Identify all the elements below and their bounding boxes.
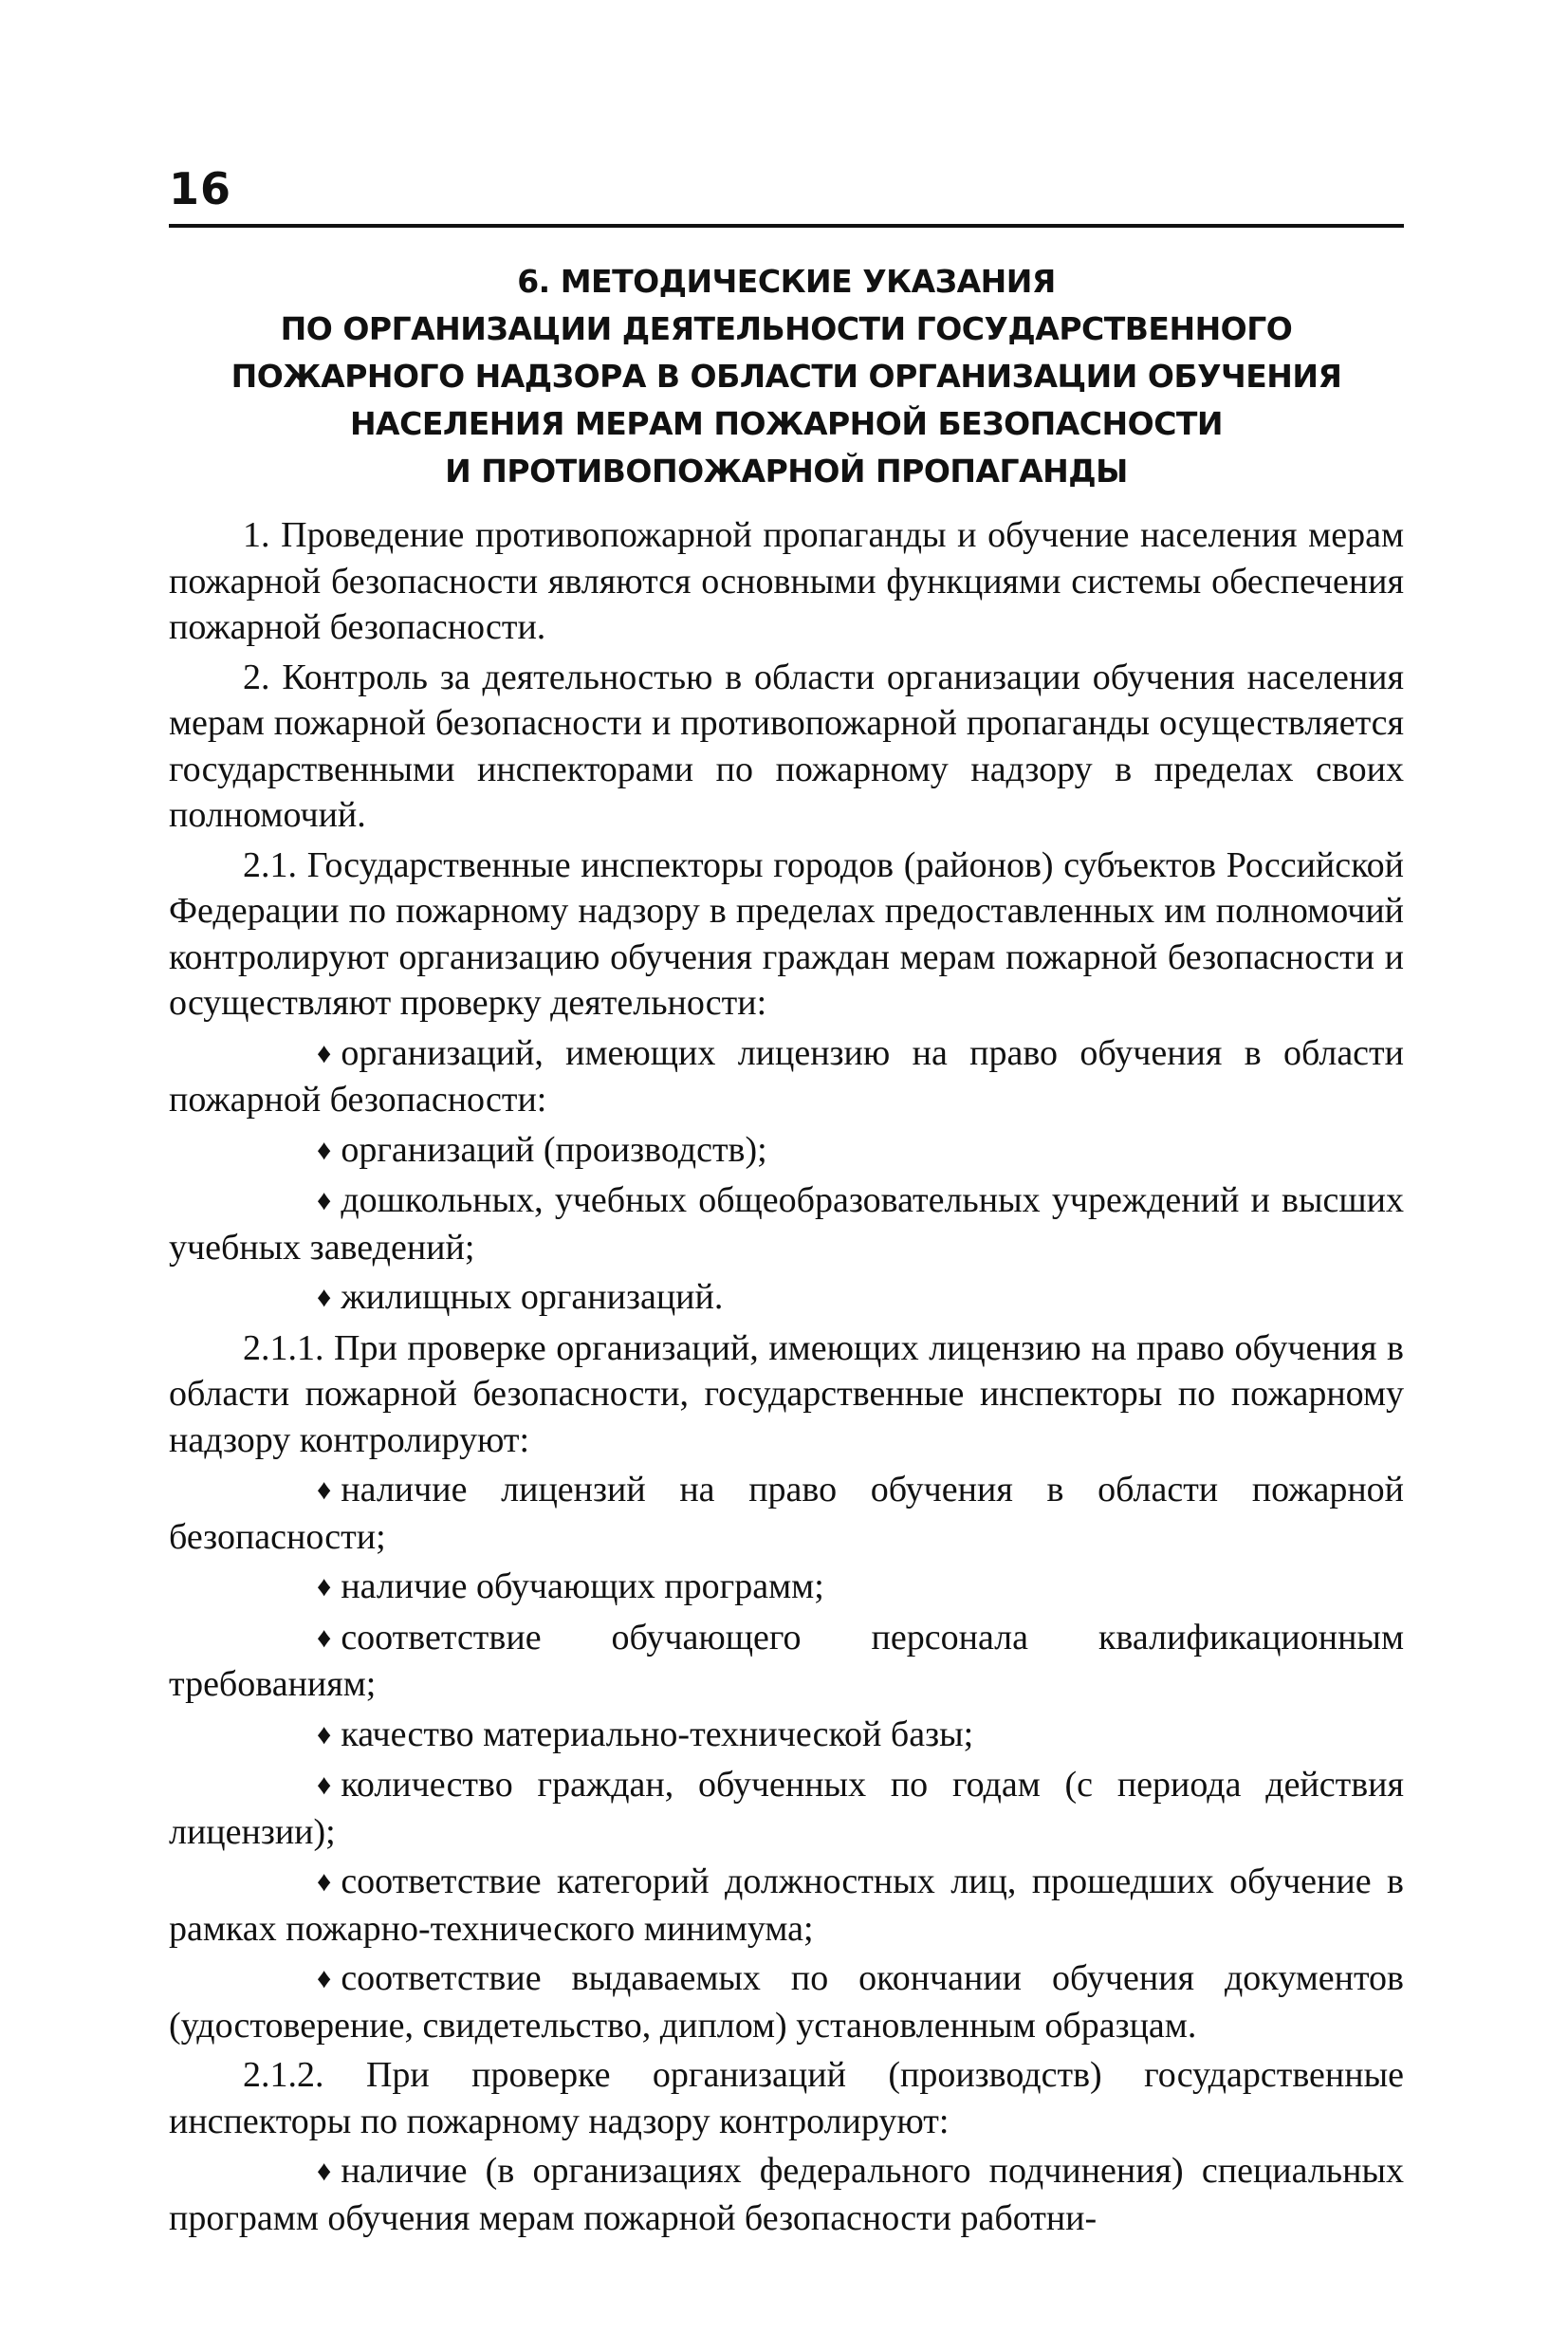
bullet-text: соответствие выдаваемых по окончании обучения документов (удостоверение, свидетельство, диплом) установленным образцам. (169, 1958, 1404, 2046)
bullet-text: качество материально-технической базы; (341, 1713, 974, 1754)
bullet-text: наличие (в организациях федерального подчинения) специальных программ обучения мерам пожарной безопасности работни- (169, 2151, 1404, 2238)
diamond-bullet-icon: ♦ (317, 1282, 332, 1313)
heading-line: ПОЖАРНОГО НАДЗОРА В ОБЛАСТИ ОРГАНИЗАЦИИ ОБУЧЕНИЯ (231, 358, 1342, 395)
bullet-text: жилищных организаций. (341, 1277, 724, 1317)
bullet-item (169, 2148, 1404, 2241)
bullet-text: наличие обучающих программ; (341, 1566, 824, 1606)
bullet-text: количество граждан, обученных по годам (с периода действия лицензии); (169, 1765, 1404, 1852)
bullet-item (169, 1467, 1404, 1560)
bullet-text: организаций (производств); (341, 1129, 767, 1170)
bullet-text: соответствие категорий должностных лиц, прошедших обучение в рамках пожарно-технического минимума; (169, 1861, 1404, 1949)
page-number: 16 (169, 163, 232, 214)
heading-line: НАСЕЛЕНИЯ МЕРАМ ПОЖАРНОЙ БЕЗОПАСНОСТИ (349, 405, 1224, 442)
bullet-item (169, 1274, 1404, 1322)
bullet-item (169, 1615, 1404, 1708)
header-rule (169, 224, 1404, 228)
bullet-text: дошкольных, учебных общеобразовательных учреждений и высших учебных заведений; (169, 1180, 1404, 1268)
diamond-bullet-icon: ♦ (317, 1621, 332, 1654)
paragraph (169, 2052, 1404, 2144)
bullet-item (169, 1564, 1404, 1611)
diamond-bullet-icon: ♦ (317, 1037, 332, 1069)
heading-line: 6. МЕТОДИЧЕСКИЕ УКАЗАНИЯ (517, 263, 1056, 300)
paragraph (169, 1325, 1404, 1464)
diamond-bullet-icon: ♦ (317, 1134, 332, 1166)
bullet-item (169, 1955, 1404, 2048)
section-heading (169, 258, 1404, 495)
diamond-bullet-icon: ♦ (317, 1866, 332, 1898)
bullet-item (169, 1127, 1404, 1175)
bullet-text: наличие лицензий на право обучения в области пожарной безопасности; (169, 1470, 1404, 1557)
diamond-bullet-icon: ♦ (317, 1185, 332, 1216)
paragraph-text: 2.1.2. При проверке организаций (производств) государственные инспекторы по пожарному надзору контролируют: (169, 2055, 1404, 2141)
paragraph-text: 2.1. Государственные инспекторы городов (районов) субъектов Российской Федерации по пожарному надзору в пределах предоставленных им полномочий контролируют организацию обучения граждан мерам пожарной безопасности и осуществляют проверку деятельности: (169, 844, 1404, 1023)
heading-line: ПО ОРГАНИЗАЦИИ ДЕЯТЕЛЬНОСТИ ГОСУДАРСТВЕННОГО (280, 310, 1293, 347)
body-text (169, 512, 1404, 2245)
paragraph (169, 843, 1404, 1027)
diamond-bullet-icon: ♦ (317, 1474, 332, 1506)
paragraph-text: 2.1.1. При проверке организаций, имеющих лицензию на право обучения в области пожарной безопасности, государственные инспекторы по пожарному надзору контролируют: (169, 1327, 1404, 1460)
paragraph-text: 2. Контроль за деятельностью в области организации обучения населения мерам пожарной безопасности и противопожарной пропаганды осуществляется государственными инспекторами по пожарному надзору в пределах своих полномочий. (169, 657, 1404, 835)
bullet-item (169, 1712, 1404, 1759)
diamond-bullet-icon: ♦ (317, 2156, 332, 2187)
bullet-item (169, 1030, 1404, 1123)
bullet-text: организаций, имеющих лицензию на право обучения в области пожарной безопасности: (169, 1032, 1404, 1120)
diamond-bullet-icon: ♦ (317, 1769, 332, 1801)
bullet-text: соответствие обучающего персонала квалификационным требованиям; (169, 1617, 1404, 1704)
bullet-item (169, 1177, 1404, 1270)
paragraph-text: 1. Проведение противопожарной пропаганды и обучение населения мерам пожарной безопасности являются основными функциями системы обеспечения пожарной безопасности. (169, 515, 1404, 647)
paragraph (169, 655, 1404, 839)
heading-line: И ПРОТИВОПОЖАРНОЙ ПРОПАГАНДЫ (445, 453, 1128, 490)
diamond-bullet-icon: ♦ (317, 1718, 332, 1750)
diamond-bullet-icon: ♦ (317, 1963, 332, 1994)
diamond-bullet-icon: ♦ (317, 1571, 332, 1602)
paragraph (169, 512, 1404, 651)
bullet-item (169, 1762, 1404, 1855)
bullet-item (169, 1859, 1404, 1952)
